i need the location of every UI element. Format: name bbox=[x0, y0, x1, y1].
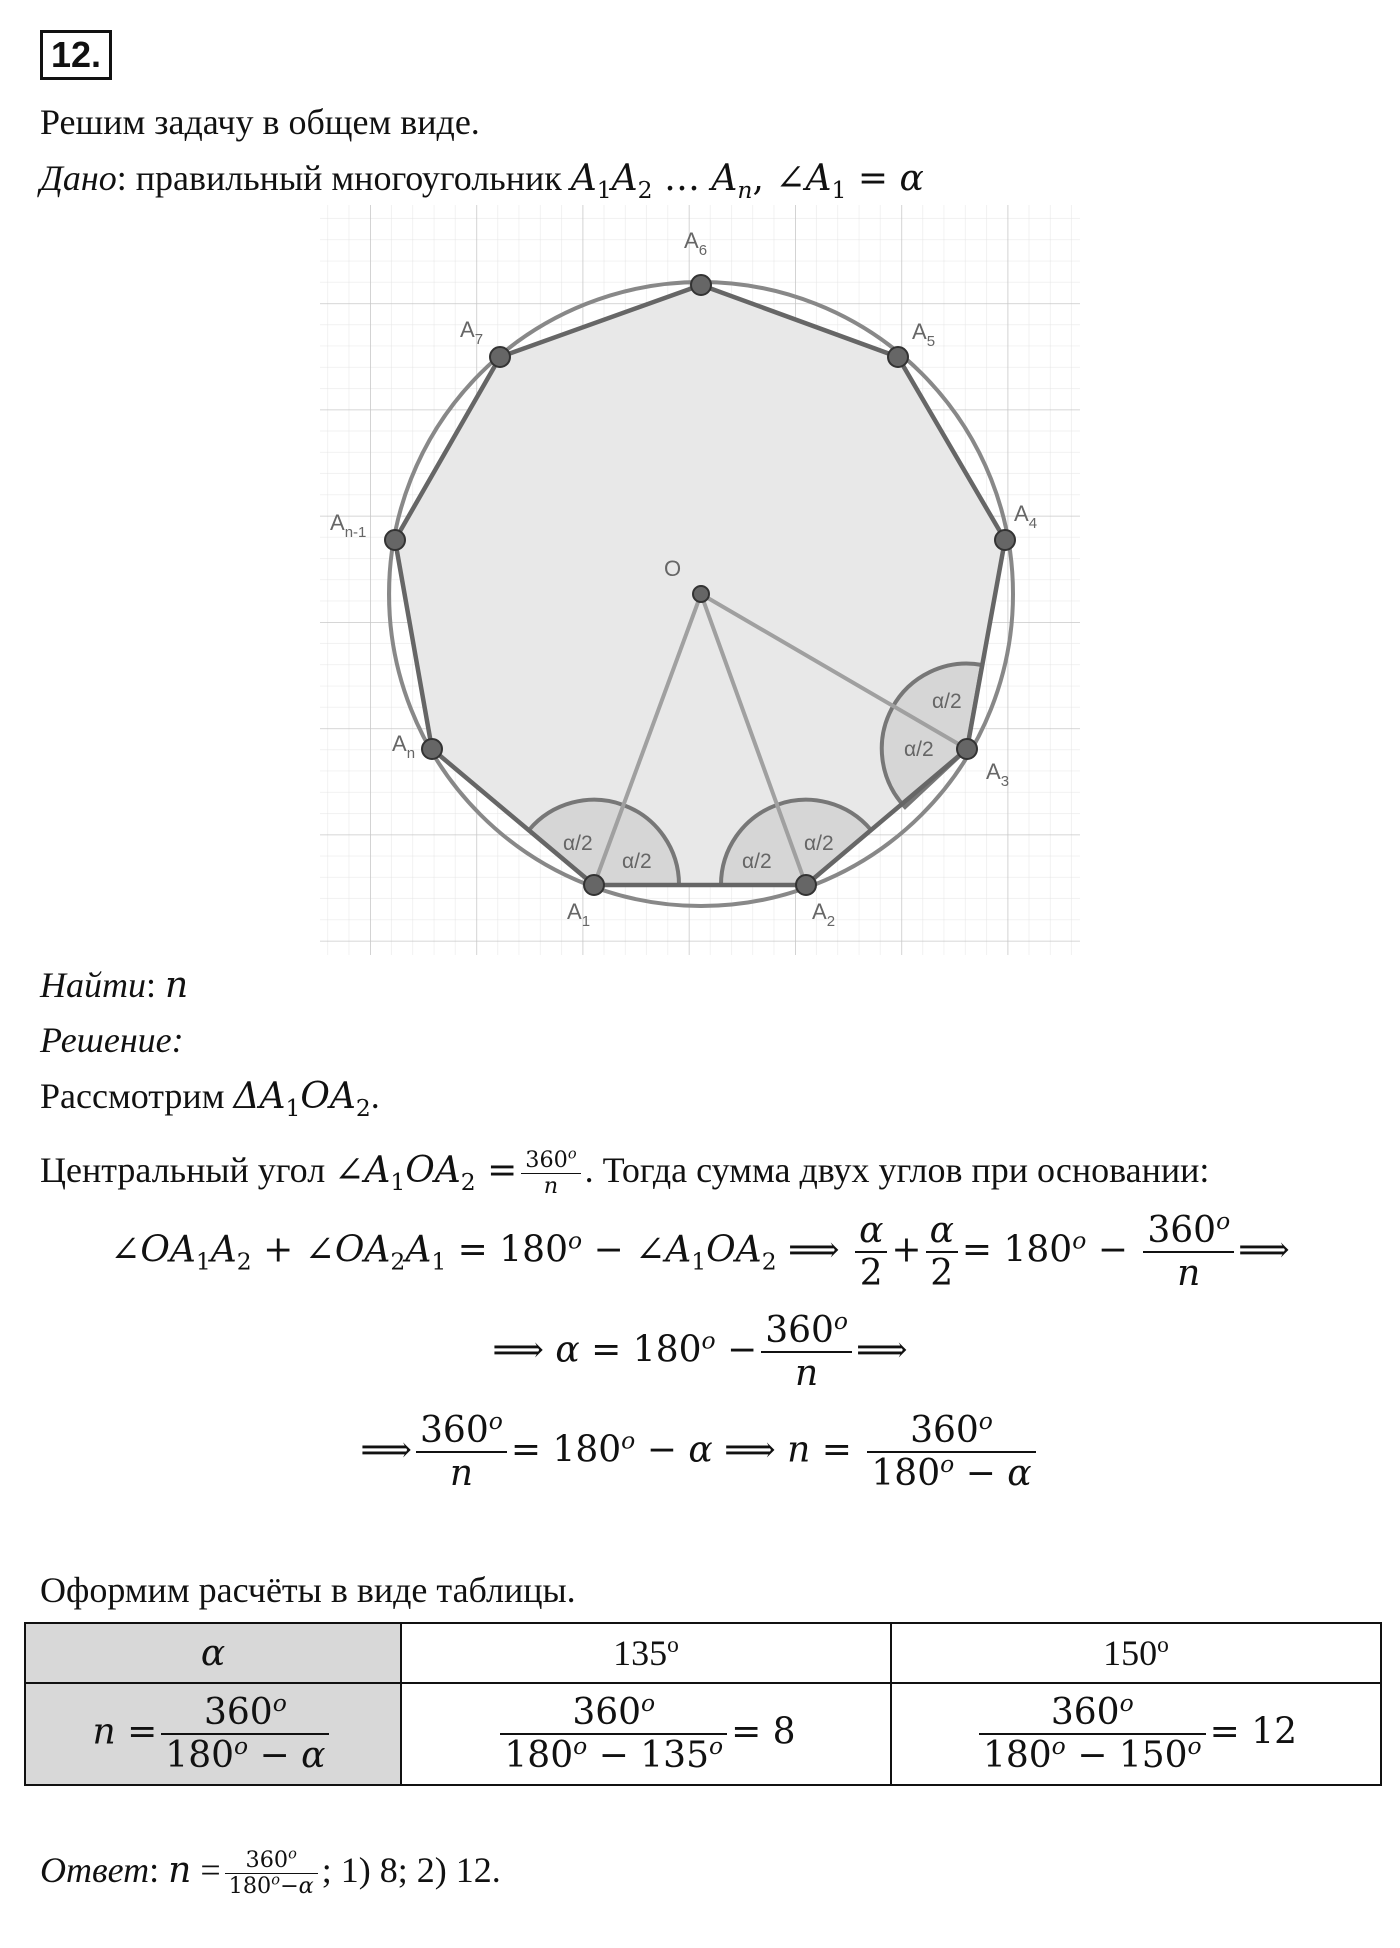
consider-text: Рассмотрим bbox=[40, 1076, 225, 1116]
equation-2: ⟹ $\alpha = 180^o$ − $\frac{360^o}{n}$ ⟹ bbox=[492, 1307, 908, 1395]
label-a1: $A_1$ bbox=[567, 899, 591, 930]
table-header-alpha: α bbox=[25, 1623, 401, 1683]
table-intro: Оформим расчёты в виде таблицы. bbox=[40, 1570, 576, 1610]
label-a7: $A_7$ bbox=[460, 317, 484, 348]
central-angle-fraction: $\frac{360^o}{n}$ bbox=[521, 1148, 580, 1200]
find-value: n bbox=[165, 965, 189, 1006]
given-line: Дано: правильный многоугольник $A_1A_2$ … $A_n$, $\angle A_1 = \alpha$ bbox=[40, 158, 924, 205]
label-a3: $A_3$ bbox=[986, 759, 1010, 790]
central-angle-line: Центральный угол $\angle A_1OA_2$ = $\frac{360^o}{n}$ . Тогда сумма двух углов при основании: bbox=[40, 1146, 1210, 1200]
angle-label-a1-left: α/2 bbox=[563, 832, 593, 855]
table-alpha-135: 135$^o$ bbox=[401, 1623, 891, 1683]
vertex-an bbox=[422, 739, 442, 759]
solution-line: Решение: bbox=[40, 1020, 184, 1060]
find-label: Найти bbox=[40, 965, 146, 1005]
angle-label-a2-right: α/2 bbox=[804, 832, 834, 855]
center-point bbox=[693, 586, 709, 602]
equation-3: ⟹ $\frac{360^o}{n}$ = $180^o - \alpha$ ⟹ n = $\frac{360^o}{180^o - \alpha}$ bbox=[0, 1410, 1400, 1495]
problem-number: 12. bbox=[40, 30, 112, 80]
label-an: $A_n$ bbox=[392, 731, 416, 762]
solution-label: Решение bbox=[40, 1020, 172, 1060]
vertex-a6 bbox=[691, 275, 711, 295]
table-alpha-150: 150$^o$ bbox=[891, 1623, 1381, 1683]
label-o: O bbox=[664, 556, 682, 581]
given-text: правильный многоугольник bbox=[135, 158, 562, 198]
vertex-a7 bbox=[490, 347, 510, 367]
vertex-a1 bbox=[584, 875, 604, 895]
label-a2: $A_2$ bbox=[812, 899, 836, 930]
calculation-table bbox=[24, 1622, 1382, 1786]
answer-label: Ответ bbox=[40, 1850, 150, 1890]
angle-label-a2-left: α/2 bbox=[742, 850, 772, 873]
label-a6: $A_6$ bbox=[684, 228, 708, 259]
angle-label-a1-right: α/2 bbox=[622, 850, 652, 873]
label-a5: $A_5$ bbox=[912, 319, 936, 350]
table-result-135: $\frac{360^o}{180^o - 135^o}$ = 8 bbox=[401, 1683, 891, 1785]
table-result-150: $\frac{360^o}{180^o - 150^o}$ = 12 bbox=[891, 1683, 1381, 1785]
answer-fraction: $\frac{360^o}{180^o-\alpha}$ bbox=[225, 1848, 318, 1900]
polygon-figure bbox=[320, 205, 1080, 955]
find-line: Найти: n bbox=[40, 965, 189, 1006]
vertex-an-1 bbox=[385, 530, 405, 550]
then-text: . Тогда сумма двух углов при основании: bbox=[584, 1150, 1210, 1190]
answer-line: Ответ: n = $\frac{360^o}{180^o-\alpha}$ ; 1) 8; 2) 12. bbox=[40, 1846, 501, 1900]
angle-label-a3-upper: α/2 bbox=[932, 690, 962, 713]
answer-rest: ; 1) 8; 2) 12. bbox=[321, 1850, 501, 1890]
given-label: Дано bbox=[40, 158, 117, 198]
table-formula-cell: n = $\frac{360^o}{180^o - \alpha}$ bbox=[25, 1683, 401, 1785]
intro-text: Решим задачу в общем виде. bbox=[40, 102, 480, 142]
label-a4: $A_4$ bbox=[1014, 501, 1038, 532]
central-angle-text: Центральный угол bbox=[40, 1150, 326, 1190]
vertex-a2 bbox=[796, 875, 816, 895]
consider-line: Рассмотрим $\Delta A_1OA_2$. bbox=[40, 1076, 380, 1123]
label-an-1: $A_{n-1}$ bbox=[330, 510, 367, 541]
vertex-a4 bbox=[995, 530, 1015, 550]
vertex-a5 bbox=[888, 347, 908, 367]
equation-1: $\angle OA_1A_2$ + $\angle OA_2A_1 = 180^o$ − $\angle A_1OA_2$ ⟹ $\frac{\alpha}{2}$ + $\frac{\alpha}{2}$ = $180^o$ − $\frac{360^o}{n}$ ⟹ bbox=[110, 1207, 1290, 1295]
angle-label-a3-lower: α/2 bbox=[904, 738, 934, 761]
vertex-a3 bbox=[957, 739, 977, 759]
